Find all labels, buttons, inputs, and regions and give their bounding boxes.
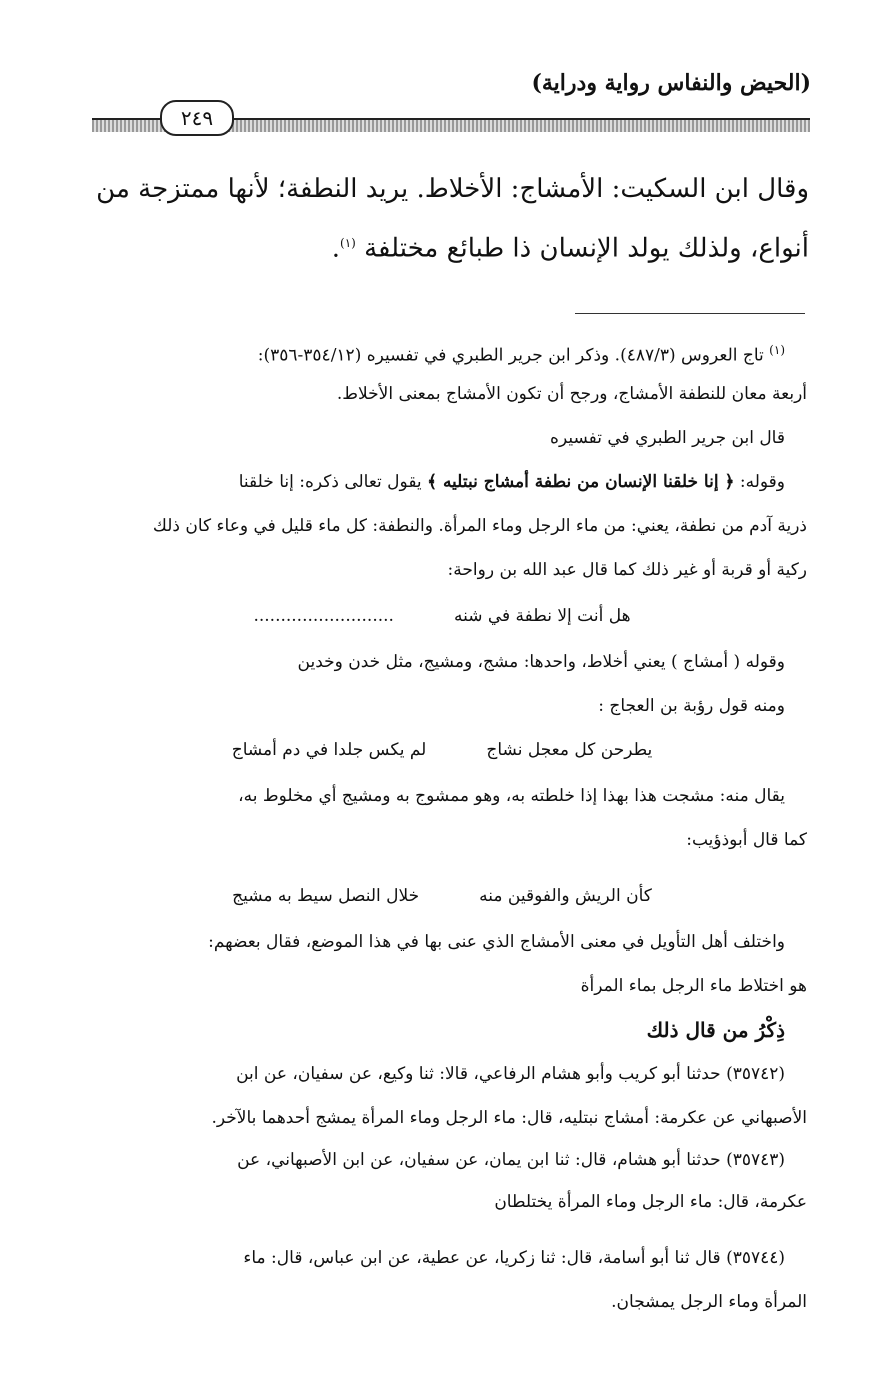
footnote-marker: (١) [769, 343, 785, 357]
footnote-line-7: وقوله ( أمشاج ) يعني أخلاط، واحدها: مشج، ومشيج، مثل خدن وخدين [297, 652, 785, 672]
footnote-line-3: قال ابن جرير الطبري في تفسيره [550, 428, 785, 448]
footnote-line-6: ركية أو قربة أو غير ذلك كما قال عبد الله بن رواحة: [447, 560, 807, 580]
footnote-line-11: واختلف أهل التأويل في معنى الأمشاج الذي عنى بها في هذا الموضع، فقال بعضهم: [208, 932, 785, 952]
hadith-2-line-1: (٣٥٧٤٣) حدثنا أبو هشام، قال: ثنا ابن يمان، عن سفيان، عن ابن الأصبهاني، عن [237, 1150, 785, 1170]
page-number: ٢٤٩ [160, 100, 234, 136]
verse-3-b: خلال النصل سيط به مشيج [232, 886, 420, 906]
main-line-2-text: أنواع، ولذلك يولد الإنسان ذا طبائع مختلفة [364, 233, 809, 264]
verse-1 [77, 604, 807, 628]
main-line-1: وقال ابن السكيت: الأمشاج: الأخلاط. يريد النطفة؛ لأنها ممتزجة من [96, 174, 809, 204]
verse-2-b: لم يكس جلدا في دم أمشاج [231, 740, 427, 760]
hadith-1-line-1: (٣٥٧٤٢) حدثنا أبو كريب وأبو هشام الرفاعي، قالا: ثنا وكيع، عن سفيان، عن ابن [236, 1064, 785, 1084]
footnote-line-12: هو اختلاط ماء الرجل بماء المرأة [580, 976, 807, 996]
footnote-rule [575, 313, 805, 314]
footnote-line-4-suffix: يقول تعالى ذكره: إنا خلقنا [238, 472, 422, 492]
verse-2 [77, 738, 807, 762]
footnote-line-4 [55, 470, 807, 494]
hadith-3-line-2: المرأة وماء الرجل يمشجان. [611, 1292, 807, 1312]
footnote-line-8: ومنه قول رؤبة بن العجاج : [598, 696, 785, 716]
footnote-line-10: كما قال أبوذؤيب: [686, 830, 807, 850]
quran-quote: ﴿ إنا خلقنا الإنسان من نطفة أمشاج نبتليه ﴾ [427, 472, 735, 492]
footnote-line-2: أربعة معان للنطفة الأمشاج، ورجح أن تكون الأمشاج بمعنى الأخلاط. [336, 384, 807, 404]
footnote-line-1 [55, 338, 807, 368]
hadith-2-line-2: عكرمة، قال: ماء الرجل وماء المرأة يختلطان [494, 1192, 807, 1212]
footnote-line-5: ذرية آدم من نطفة، يعني: من ماء الرجل وماء المرأة. والنطفة: كل ماء قليل في وعاء كان ذلك [152, 516, 807, 536]
footnote-text-1: تاج العروس (٤٨٧/٣). وذكر ابن جرير الطبري في تفسيره (٣٥٤/١٢-٣٥٦): [257, 345, 764, 366]
footnote-line-9: يقال منه: مشجت هذا بهذا إذا خلطته به، وهو ممشوج به ومشيج أي مخلوط به، [238, 786, 785, 806]
verse-3-a: كأن الريش والفوقين منه [479, 886, 652, 906]
note-ref: (١) [340, 236, 356, 250]
main-line-2: أنواع، ولذلك يولد الإنسان ذا طبائع مختلفة $^{(١)}$. [331, 233, 809, 264]
footnote-line-4-prefix: وقوله: [739, 472, 785, 492]
verse-1-a: هل أنت إلا نطفة في شنه [453, 606, 631, 626]
verse-2-a: يطرحن كل معجل نشاج [486, 740, 653, 760]
hadith-1-line-2: الأصبهاني عن عكرمة: أمشاج نبتليه، قال: ماء الرجل وماء المرأة يمشج أحدهما بالآخر. [211, 1108, 807, 1128]
hadith-3-line-1: (٣٥٧٤٤) قال ثنا أبو أسامة، قال: ثنا زكريا، عن عطية، عن ابن عباس، قال: ماء [243, 1248, 785, 1268]
running-title: (الحيض والنفاس رواية ودراية) [531, 70, 811, 96]
verse-3 [77, 884, 807, 908]
verse-1-b: .......................... [253, 606, 394, 626]
section-heading: ذِكْرُ من قال ذلك [646, 1018, 785, 1042]
